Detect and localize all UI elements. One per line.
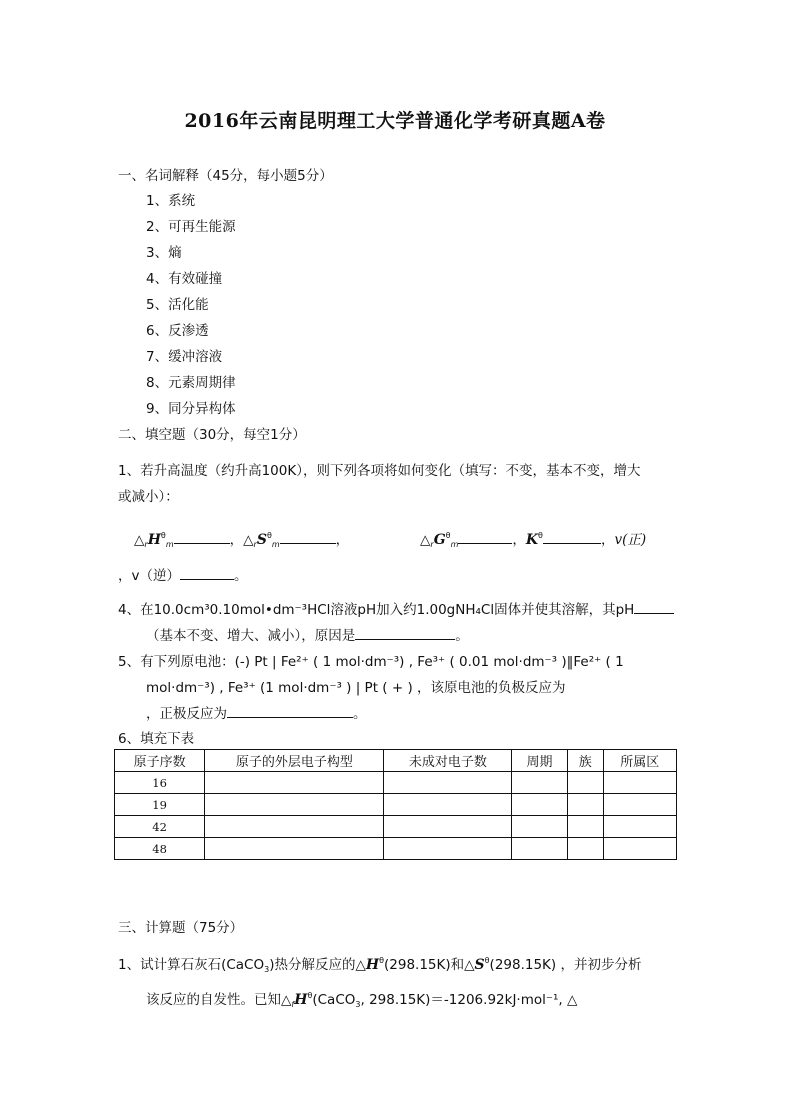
answer-blank[interactable]: [227, 703, 353, 718]
q1-reverse-rate-group: ，v（逆） 。: [118, 564, 248, 584]
section3-heading: 三、计算题（75分）: [118, 920, 244, 936]
atomic-number-cell: 16: [115, 772, 205, 794]
answer-blank[interactable]: [458, 529, 512, 544]
table-row: [115, 794, 677, 816]
q1-enthalpy-blank-group: $\triangle_rH^\theta_m$ ，$\triangle_rS^\theta_m$ ，: [134, 531, 350, 549]
answer-cell[interactable]: [567, 838, 603, 860]
answer-blank[interactable]: [180, 565, 234, 580]
table-row: [115, 772, 677, 794]
answer-cell[interactable]: [384, 838, 512, 860]
column-header: 原子序数: [115, 750, 205, 772]
list-item: 1、系统: [146, 193, 196, 209]
column-header: 未成对电子数: [384, 750, 512, 772]
answer-cell[interactable]: [512, 838, 568, 860]
answer-cell[interactable]: [205, 838, 384, 860]
list-item: 3、熵: [146, 245, 182, 261]
list-item: 7、缓冲溶液: [146, 349, 223, 365]
section2-heading: 二、填空题（30分，每空1分）: [118, 427, 306, 443]
list-item: 4、有效碰撞: [146, 271, 223, 287]
answer-cell[interactable]: [205, 772, 384, 794]
list-item: 6、反渗透: [146, 323, 209, 339]
q1-gibbs-blank-group: $\triangle_rG^\theta_m$ ，$K^\theta$ ，v(正): [420, 531, 647, 549]
question-5-line3: ，正极反应为 。: [146, 702, 367, 722]
atomic-number-cell: 48: [115, 838, 205, 860]
calc-question-1-line2: 该反应的自发性。已知$\triangle_fH^\theta(CaCO_3$, 298.15K)＝-1206.92kJ·mol⁻¹, △: [146, 991, 578, 1009]
answer-blank[interactable]: [174, 529, 230, 544]
answer-cell[interactable]: [384, 816, 512, 838]
page-title: 2016年云南昆明理工大学普通化学考研真题A卷: [184, 110, 606, 132]
answer-blank[interactable]: [355, 625, 455, 640]
answer-blank[interactable]: [280, 529, 336, 544]
answer-cell[interactable]: [567, 816, 603, 838]
answer-cell[interactable]: [603, 838, 676, 860]
table-header-row: [115, 750, 677, 772]
list-item: 9、同分异构体: [146, 401, 236, 417]
answer-cell[interactable]: [384, 794, 512, 816]
list-item: 8、元素周期律: [146, 375, 236, 391]
question-4-line2: （基本不变、增大、减小），原因是 。: [146, 624, 469, 644]
answer-blank[interactable]: [543, 529, 601, 544]
question-1-line2: 或减小）：: [118, 489, 179, 505]
list-item: 2、可再生能源: [146, 219, 236, 235]
question-5-line1: 5、有下列原电池：(-) Pt | Fe²⁺ ( 1 mol·dm⁻³) , Fe³⁺ ( 0.01 mol·dm⁻³ )‖Fe²⁺ ( 1: [118, 654, 624, 670]
column-header: 原子的外层电子构型: [205, 750, 384, 772]
column-header: 族: [567, 750, 603, 772]
answer-cell[interactable]: [384, 772, 512, 794]
question-5-line2: mol·dm⁻³) , Fe³⁺ (1 mol·dm⁻³ ) | Pt ( + ) ，该原电池的负极反应为: [146, 680, 566, 696]
answer-cell[interactable]: [205, 816, 384, 838]
column-header: 周期: [512, 750, 568, 772]
question-6-label: 6、填充下表: [118, 731, 195, 747]
answer-cell[interactable]: [603, 794, 676, 816]
answer-cell[interactable]: [567, 794, 603, 816]
table-row: [115, 838, 677, 860]
answer-cell[interactable]: [512, 816, 568, 838]
fill-in-table: [114, 749, 677, 860]
question-1-line1: 1、若升高温度（约升高100K），则下列各项将如何变化（填写：不变，基本不变，增大: [118, 463, 641, 479]
answer-cell[interactable]: [567, 772, 603, 794]
answer-blank[interactable]: [634, 599, 674, 614]
section1-heading: 一、名词解释（45分，每小题5分）: [118, 168, 333, 184]
answer-cell[interactable]: [603, 772, 676, 794]
calc-question-1-line1: 1、试计算石灰石(CaCO$_3$)热分解反应的$\triangle H^\theta(298.15K)$和$\triangle S^\theta(298.15K)$ ，并初步分析: [118, 956, 642, 974]
answer-cell[interactable]: [512, 772, 568, 794]
question-4-line1: 4、在10.0cm³0.10mol•dm⁻³HCl溶液pH加入约1.00gNH₄Cl固体并使其溶解，其pH: [118, 598, 674, 618]
answer-cell[interactable]: [205, 794, 384, 816]
atomic-number-cell: 42: [115, 816, 205, 838]
answer-cell[interactable]: [512, 794, 568, 816]
column-header: 所属区: [603, 750, 676, 772]
list-item: 5、活化能: [146, 297, 209, 313]
atomic-number-cell: 19: [115, 794, 205, 816]
table-row: [115, 816, 677, 838]
answer-cell[interactable]: [603, 816, 676, 838]
